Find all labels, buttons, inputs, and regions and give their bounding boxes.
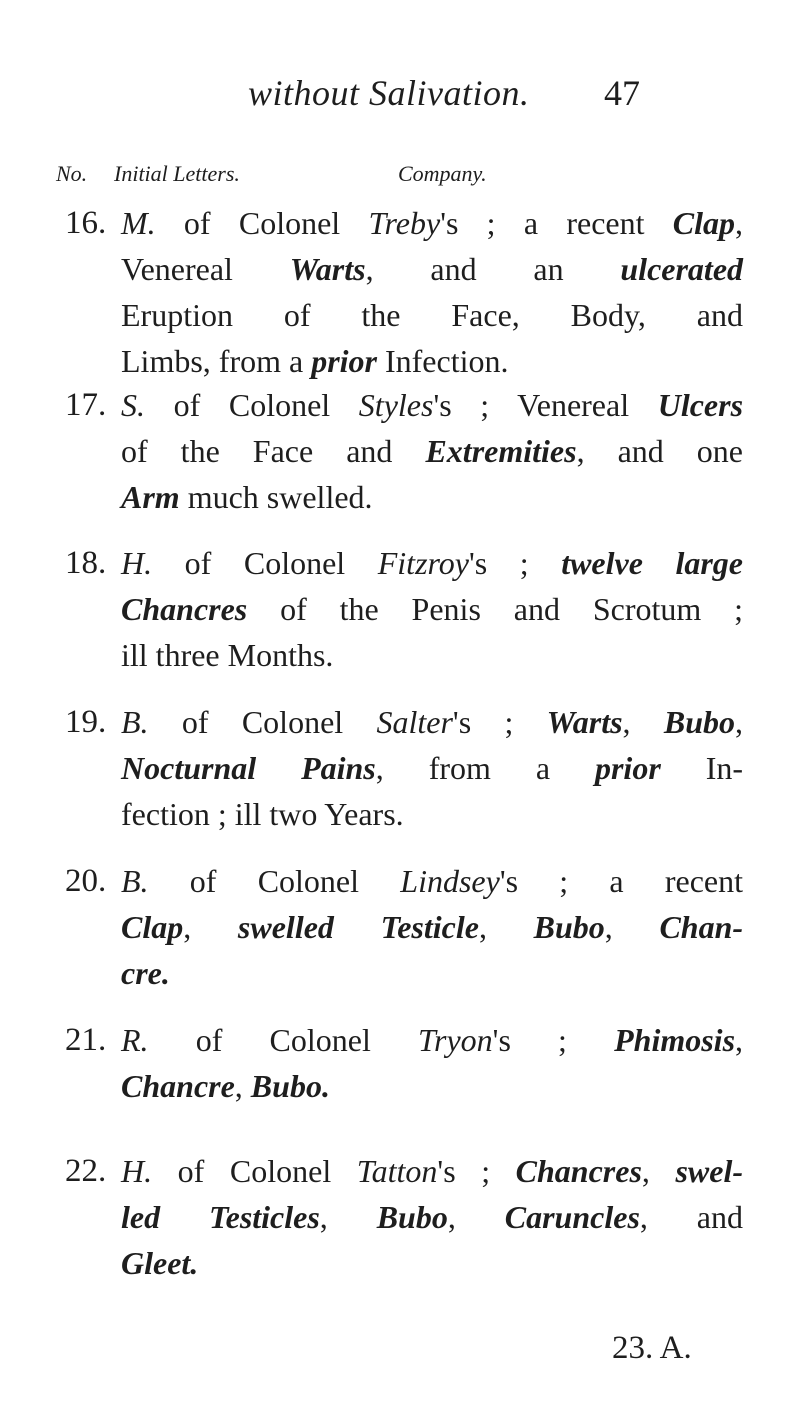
emphasis-text: Bubo	[533, 909, 605, 945]
case-text: of the Face and	[121, 433, 426, 469]
case-entry	[0, 382, 801, 528]
emphasis-text: R.	[121, 1022, 149, 1058]
emphasis-text: Salter	[376, 704, 453, 740]
case-text: Eruption of the Face, Body, and	[121, 297, 743, 333]
case-text: ,	[183, 909, 238, 945]
case-text: of Colonel	[148, 704, 377, 740]
emphasis-text: Nocturnal Pains	[121, 750, 376, 786]
case-text: ,	[478, 909, 534, 945]
column-header-no: No.	[56, 161, 88, 186]
emphasis-text: Bubo	[376, 1199, 448, 1235]
case-text: ill three Months.	[121, 637, 334, 673]
emphasis-text: Arm	[121, 479, 180, 515]
case-entry	[0, 540, 801, 686]
case-text: , from a	[375, 750, 595, 786]
case-text-line	[121, 791, 404, 837]
emphasis-text: Gleet.	[121, 1245, 199, 1281]
case-text: , and an	[365, 251, 621, 287]
case-text: of Colonel	[152, 545, 378, 581]
emphasis-text: ulcerated	[620, 251, 744, 287]
case-text-line	[121, 1063, 330, 1109]
case-entry	[0, 200, 801, 392]
case-text: In-	[660, 750, 744, 786]
emphasis-text: Tryon	[417, 1022, 493, 1058]
case-text: ,	[735, 1022, 744, 1058]
case-text: fection ; ill two Years.	[121, 796, 404, 832]
case-text: of Colonel	[148, 863, 401, 899]
case-text: , and one	[576, 433, 744, 469]
case-text-line	[121, 540, 743, 586]
case-text: Venereal	[121, 251, 290, 287]
case-number: 20.	[65, 863, 107, 899]
case-text-line	[121, 428, 743, 474]
case-text-line	[121, 1017, 743, 1063]
emphasis-text: Phimosis	[614, 1022, 736, 1058]
emphasis-text: swelled Testicle	[237, 909, 479, 945]
column-header-initials: Initial Letters.	[114, 161, 240, 186]
emphasis-text: Lindsey	[400, 863, 500, 899]
case-text-line	[121, 632, 333, 678]
catchword: 23. A.	[612, 1330, 692, 1366]
case-text: 's ; a recent	[440, 205, 673, 241]
emphasis-text: prior	[311, 343, 377, 379]
case-text: ,	[735, 205, 744, 241]
case-text-line	[121, 745, 743, 791]
column-header-company: Company.	[398, 161, 487, 186]
page-number: 47	[604, 73, 640, 113]
case-entry	[0, 858, 801, 1004]
case-text-line	[121, 1194, 743, 1240]
emphasis-text: Chancres	[515, 1153, 642, 1189]
case-entry	[0, 699, 801, 845]
emphasis-text: H.	[121, 545, 153, 581]
case-number: 19.	[65, 704, 107, 740]
case-text: of the Penis and Scrotum ;	[247, 591, 743, 627]
case-text: Limbs, from a	[121, 343, 312, 379]
case-text: ,	[447, 1199, 505, 1235]
emphasis-text: Bubo.	[250, 1068, 330, 1104]
emphasis-text: Fitzroy	[377, 545, 469, 581]
case-text: ,	[641, 1153, 676, 1189]
running-title: without Salivation.	[248, 73, 530, 113]
emphasis-text: Warts	[546, 704, 623, 740]
emphasis-text: Warts	[289, 251, 366, 287]
emphasis-text: Clap	[121, 909, 184, 945]
emphasis-text: twelve large	[561, 545, 744, 581]
case-text: much swelled.	[179, 479, 373, 515]
case-text-line	[121, 382, 743, 428]
case-text: ,	[319, 1199, 377, 1235]
emphasis-text: M.	[121, 205, 156, 241]
emphasis-text: Chancres	[121, 591, 248, 627]
case-text: 's ; a recent	[499, 863, 744, 899]
case-number: 17.	[65, 387, 107, 423]
emphasis-text: Treby	[368, 205, 441, 241]
case-text-line	[121, 1148, 743, 1194]
case-text-line	[121, 699, 743, 745]
case-text-line	[121, 338, 508, 384]
emphasis-text: Chancre	[121, 1068, 235, 1104]
case-text: 's ;	[437, 1153, 516, 1189]
emphasis-text: Tatton	[356, 1153, 438, 1189]
emphasis-text: prior	[594, 750, 661, 786]
case-number: 22.	[65, 1153, 107, 1189]
emphasis-text: led Testicles	[121, 1199, 320, 1235]
case-text: Infection.	[376, 343, 509, 379]
case-text: 's ;	[452, 704, 547, 740]
emphasis-text: H.	[121, 1153, 153, 1189]
emphasis-text: Bubo	[663, 704, 736, 740]
emphasis-text: S.	[121, 387, 145, 423]
column-header	[0, 161, 801, 189]
case-text: 's ;	[468, 545, 562, 581]
case-number: 16.	[65, 205, 107, 241]
emphasis-text: Chan-	[659, 909, 744, 945]
case-text: of Colonel	[145, 387, 359, 423]
case-text: 's ;	[492, 1022, 615, 1058]
emphasis-text: Caruncles	[504, 1199, 640, 1235]
emphasis-text: Extremities	[425, 433, 577, 469]
case-text-line	[121, 1240, 198, 1286]
case-entry	[0, 1017, 801, 1117]
case-text-line	[121, 200, 743, 246]
case-entry	[0, 1148, 801, 1294]
case-text: ,	[735, 704, 744, 740]
emphasis-text: cre.	[121, 955, 170, 991]
case-text: ,	[622, 704, 664, 740]
case-text-line	[121, 904, 743, 950]
case-text-line	[121, 950, 170, 996]
case-text-line	[121, 586, 743, 632]
emphasis-text: Ulcers	[657, 387, 744, 423]
emphasis-text: B.	[121, 704, 149, 740]
case-text-line	[121, 858, 743, 904]
case-text: , and	[639, 1199, 743, 1235]
case-text: ,	[234, 1068, 251, 1104]
case-number: 21.	[65, 1022, 107, 1058]
emphasis-text: swel-	[675, 1153, 744, 1189]
emphasis-text: Clap	[672, 205, 736, 241]
case-text: of Colonel	[152, 1153, 357, 1189]
case-text: of Colonel	[148, 1022, 418, 1058]
case-text-line	[121, 292, 743, 338]
case-number: 18.	[65, 545, 107, 581]
running-head	[0, 68, 801, 128]
case-text-line	[121, 474, 373, 520]
case-text-line	[121, 246, 743, 292]
emphasis-text: B.	[121, 863, 149, 899]
case-text: 's ; Venereal	[433, 387, 658, 423]
case-text: ,	[604, 909, 660, 945]
emphasis-text: Styles	[358, 387, 434, 423]
case-text: of Colonel	[155, 205, 369, 241]
